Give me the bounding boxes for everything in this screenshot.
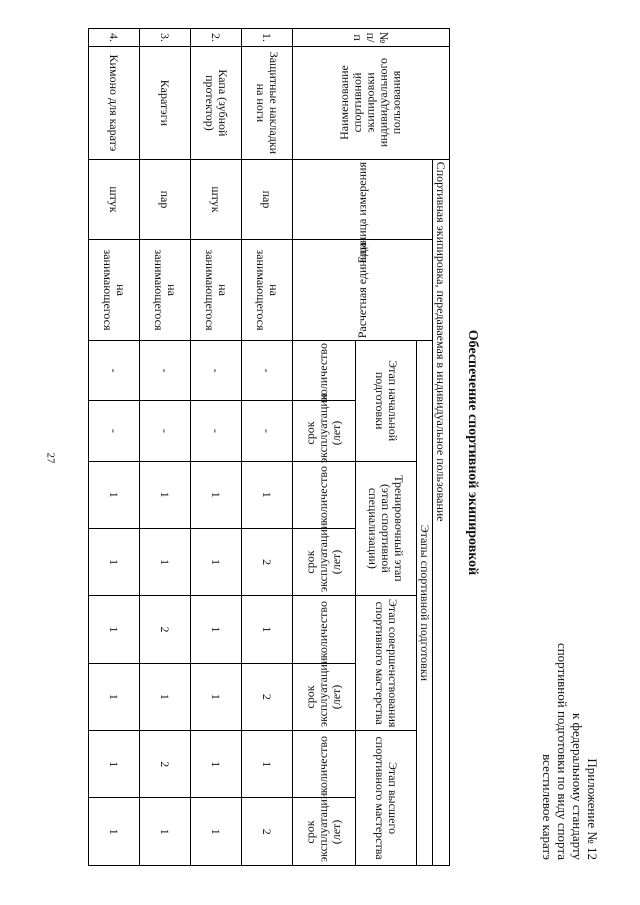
appendix-header bbox=[540, 400, 600, 860]
row-service-life: - bbox=[140, 401, 191, 461]
row-quantity: 2 bbox=[140, 731, 191, 798]
row-quantity: - bbox=[242, 340, 293, 400]
row-unit: штук bbox=[191, 159, 242, 239]
row-calc-unit: на занимающегося bbox=[89, 240, 140, 341]
row-number: 3. bbox=[140, 29, 191, 47]
row-quantity: 1 bbox=[89, 461, 140, 528]
header-term: срок эксплуатации (лет) bbox=[293, 401, 356, 461]
row-service-life: 1 bbox=[191, 798, 242, 866]
row-service-life: 1 bbox=[140, 528, 191, 595]
page-number: 27 bbox=[44, 452, 57, 464]
row-service-life: - bbox=[242, 401, 293, 461]
row-service-life: 1 bbox=[89, 528, 140, 595]
row-service-life: - bbox=[191, 401, 242, 461]
row-service-life: 1 bbox=[140, 663, 191, 730]
row-quantity: 1 bbox=[242, 731, 293, 798]
appendix-line-2: к федеральному стандарту bbox=[570, 712, 585, 860]
row-service-life: 1 bbox=[140, 798, 191, 866]
table-body bbox=[89, 29, 293, 866]
row-equipment-name: Защитные накладки на ноги bbox=[242, 47, 293, 160]
header-stage-1: Этап начальной подготовки bbox=[356, 340, 417, 461]
row-calc-unit: на занимающегося bbox=[242, 240, 293, 341]
row-service-life: 1 bbox=[191, 528, 242, 595]
row-number: 4. bbox=[89, 29, 140, 47]
table-row bbox=[89, 29, 140, 866]
header-unit: Единица измерения bbox=[293, 159, 433, 239]
row-quantity: 1 bbox=[140, 461, 191, 528]
row-equipment-name: Капа (зубной протектор) bbox=[191, 47, 242, 160]
row-unit: пар bbox=[140, 159, 191, 239]
row-quantity: 1 bbox=[242, 596, 293, 663]
header-qty: количество bbox=[293, 340, 356, 400]
header-stage-2: Тренировочный этап (этап спортивной специализации) bbox=[356, 461, 417, 596]
header-term: срок эксплуатации (лет) bbox=[293, 663, 356, 730]
header-stage-3: Этап совершенствования спортивного мастерства bbox=[356, 596, 417, 731]
row-number: 1. bbox=[242, 29, 293, 47]
row-quantity: 1 bbox=[191, 461, 242, 528]
header-stage-4: Этап высшего спортивного мастерства bbox=[356, 731, 417, 866]
header-name: Наименование спортивной экипировки индивидуального пользования bbox=[293, 47, 450, 160]
header-qty: количество bbox=[293, 461, 356, 528]
header-num: № п/п bbox=[293, 29, 450, 47]
row-calc-unit: на занимающегося bbox=[191, 240, 242, 341]
table-row bbox=[242, 29, 293, 866]
row-equipment-name: Кимоно для каратэ bbox=[89, 47, 140, 160]
appendix-line-3: спортивной подготовки по виду спорта bbox=[555, 642, 570, 860]
row-number: 2. bbox=[191, 29, 242, 47]
row-quantity: 1 bbox=[191, 731, 242, 798]
row-equipment-name: Каратэги bbox=[140, 47, 191, 160]
table-caption: Спортивная экипировка, передаваемая в индивидуальное пользование bbox=[433, 159, 450, 865]
row-service-life: 1 bbox=[191, 663, 242, 730]
row-service-life: 1 bbox=[89, 663, 140, 730]
equipment-table bbox=[88, 28, 450, 866]
row-quantity: - bbox=[191, 340, 242, 400]
table-row bbox=[191, 29, 242, 866]
header-qty: количество bbox=[293, 731, 356, 798]
row-service-life: 1 bbox=[89, 798, 140, 866]
document-title: Обеспечение спортивной экипировкой bbox=[465, 329, 480, 576]
appendix-line-4: всестилевое каратэ bbox=[540, 754, 555, 860]
header-calc-unit: Расчетная единица bbox=[293, 240, 433, 341]
row-unit: пар bbox=[242, 159, 293, 239]
row-quantity: 1 bbox=[191, 596, 242, 663]
row-unit: штук bbox=[89, 159, 140, 239]
row-calc-unit: на занимающегося bbox=[140, 240, 191, 341]
row-quantity: 1 bbox=[89, 731, 140, 798]
row-quantity: 2 bbox=[140, 596, 191, 663]
row-service-life: - bbox=[89, 401, 140, 461]
header-term: срок эксплуатации (лет) bbox=[293, 798, 356, 866]
header-term: срок эксплуатации (лет) bbox=[293, 528, 356, 595]
header-stages-group: Этапы спортивной подготовки bbox=[417, 340, 433, 865]
row-quantity: 1 bbox=[89, 596, 140, 663]
header-qty: количество bbox=[293, 596, 356, 663]
appendix-line-1: Приложение № 12 bbox=[585, 758, 600, 860]
table-row bbox=[140, 29, 191, 866]
row-quantity: 1 bbox=[242, 461, 293, 528]
row-service-life: 2 bbox=[242, 528, 293, 595]
row-quantity: - bbox=[140, 340, 191, 400]
row-service-life: 2 bbox=[242, 798, 293, 866]
row-service-life: 2 bbox=[242, 663, 293, 730]
row-quantity: - bbox=[89, 340, 140, 400]
